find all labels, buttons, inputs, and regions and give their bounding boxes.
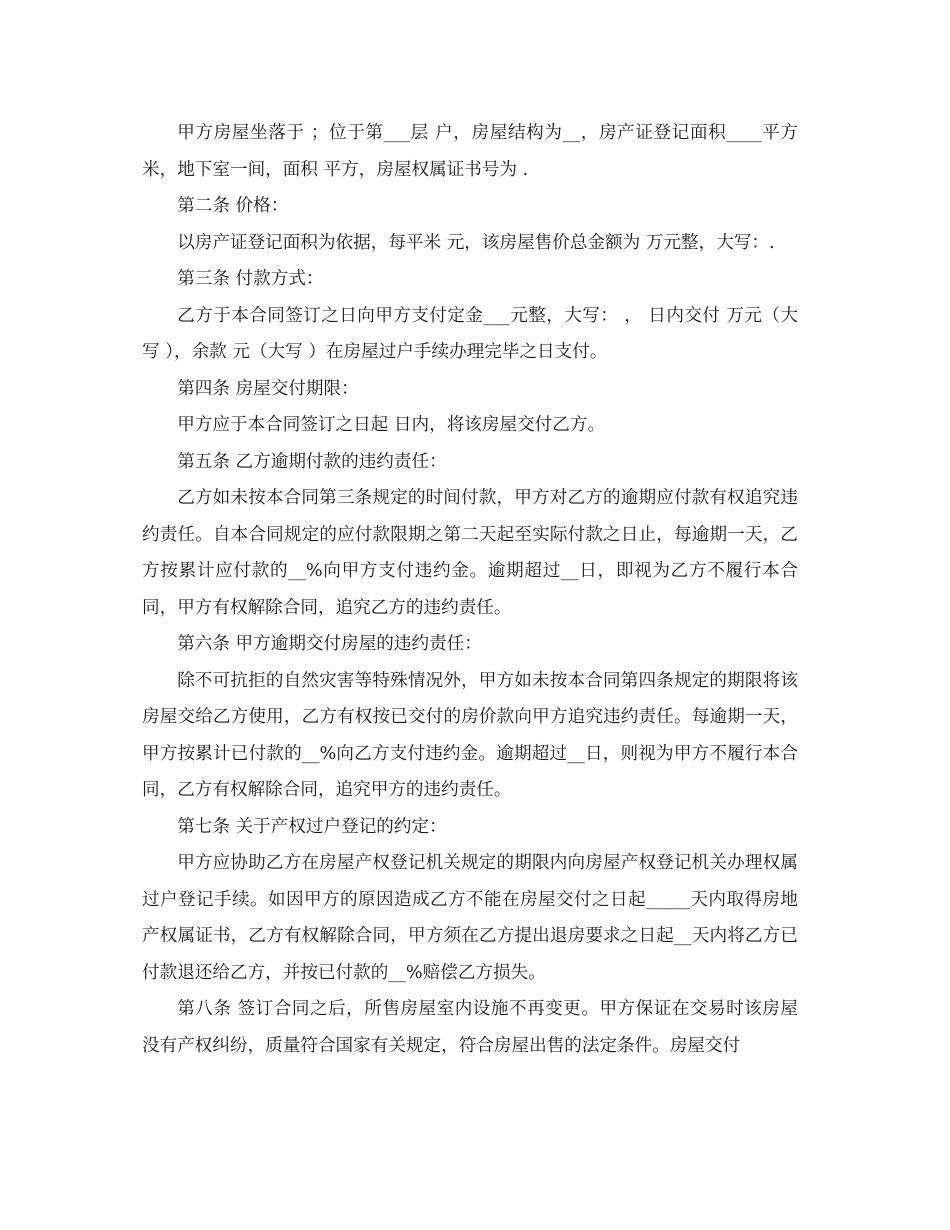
article-6-heading: 第六条 甲方逾期交付房屋的违约责任：: [177, 634, 482, 654]
article-4-heading: 第四条 房屋交付期限：: [177, 378, 359, 399]
article-2-heading: 第二条 价格：: [177, 196, 289, 216]
article-5-heading: 第五条 乙方逾期付款的违约责任：: [177, 451, 447, 472]
article-7-heading: 第七条 关于产权过户登记的约定：: [177, 816, 447, 837]
contract-body: [142, 115, 798, 1064]
paragraph-price: 以房产证登记面积为依据，每平米 元，该房屋售价总金额为 万元整，大写：.: [177, 232, 775, 253]
paragraph-property-location: 甲方房屋坐落于 ；位于第___层 户，房屋结构为__，房产证登记面积____平方米，地下室一间，面积 平方，房屋权属证书号为 .: [142, 123, 798, 180]
paragraph-payment: 乙方于本合同签订之日向甲方支付定金___元整，大写： ， 日内交付 万元（大写 ），余款 元（大写 ）在房屋过户手续办理完毕之日支付。: [142, 305, 798, 362]
paragraph-article-8: 第八条 签订合同之后，所售房屋室内设施不再变更。甲方保证在交易时该房屋没有产权纠纷，质量符合国家有关规定，符合房屋出售的法定条件。房屋交付: [142, 999, 798, 1056]
article-3-heading: 第三条 付款方式：: [177, 269, 324, 289]
paragraph-buyer-late-payment: 乙方如未按本合同第三条规定的时间付款，甲方对乙方的逾期应付款有权追究违约责任。自本合同规定的应付款限期之第二天起至实际付款之日止，每逾期一天，乙方按累计应付款的__%向甲方支付违约金。逾期超过__日，即视为乙方不履行本合同，甲方有权解除合同，追究乙方的违约责任。: [142, 488, 798, 618]
paragraph-seller-late-delivery: 除不可抗拒的自然灾害等特殊情况外，甲方如未按本合同第四条规定的期限将该房屋交给乙方使用，乙方有权按已交付的房价款向甲方追究违约责任。每逾期一天，甲方按累计已付款的__%向乙方支付违约金。逾期超过__日，则视为甲方不履行本合同，乙方有权解除合同，追究甲方的违约责任。: [142, 670, 798, 800]
paragraph-title-transfer: 甲方应协助乙方在房屋产权登记机关规定的期限内向房屋产权登记机关办理权属过户登记手续。如因甲方的原因造成乙方不能在房屋交付之日起_____天内取得房地产权属证书，乙方有权解除合同，甲方须在乙方提出退房要求之日起__天内将乙方已付款退还给乙方，并按已付款的__%赔偿乙方损失。: [142, 853, 798, 983]
paragraph-delivery-deadline: 甲方应于本合同签订之日起 日内，将该房屋交付乙方。: [177, 415, 606, 435]
